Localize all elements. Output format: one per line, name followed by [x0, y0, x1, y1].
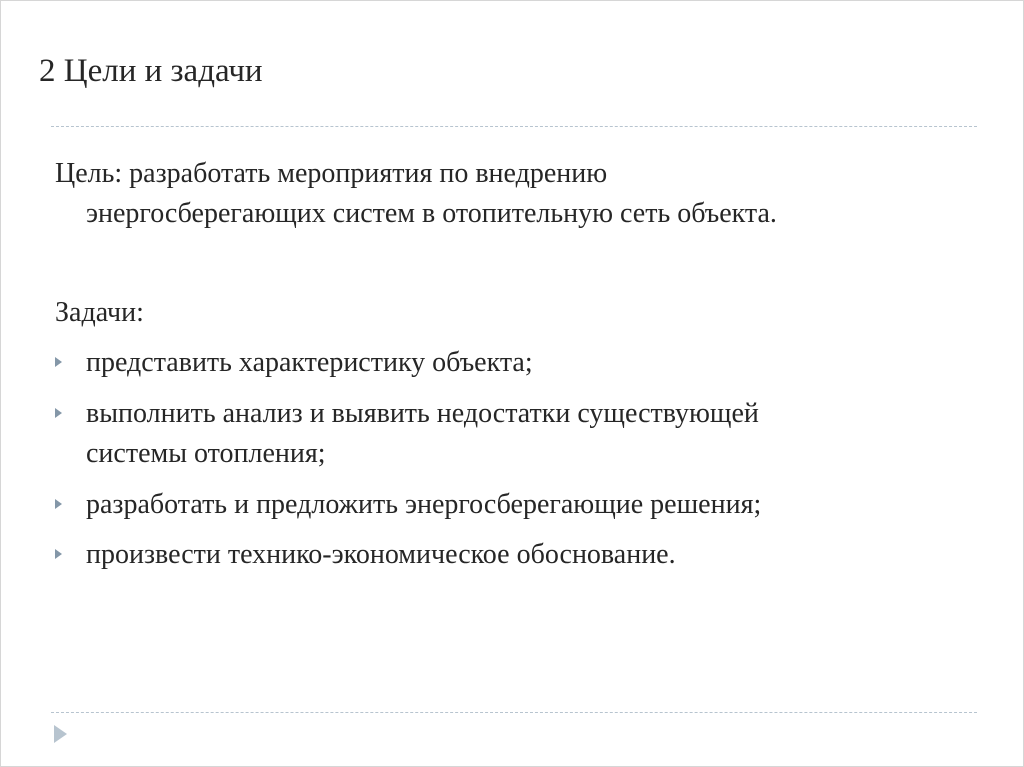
task-item-line: представить характеристику объекта;	[86, 347, 533, 378]
task-item-line: системы отопления;	[86, 438, 326, 469]
goal-text-line-2: энергосберегающих систем в отопительную сеть объекта.	[86, 198, 777, 229]
task-item-line: выполнить анализ и выявить недостатки существующей	[86, 398, 759, 429]
task-item	[55, 535, 676, 575]
tasks-heading: Задачи:	[55, 297, 144, 328]
triangle-right-icon	[54, 725, 67, 743]
triangle-right-icon	[55, 357, 62, 367]
triangle-right-icon	[55, 499, 62, 509]
footer-divider	[51, 712, 977, 713]
goal-text-line-1: Цель: разработать мероприятия по внедрению	[55, 158, 608, 189]
task-item	[55, 394, 759, 474]
title-divider	[51, 126, 977, 127]
task-item-line: произвести технико-экономическое обоснование.	[86, 539, 676, 570]
triangle-right-icon	[55, 549, 62, 559]
task-item	[55, 485, 761, 525]
task-item-line: разработать и предложить энергосберегающие решения;	[86, 489, 762, 520]
task-item	[55, 343, 533, 383]
triangle-right-icon	[55, 408, 62, 418]
page-title: 2 Цели и задачи	[39, 53, 263, 89]
